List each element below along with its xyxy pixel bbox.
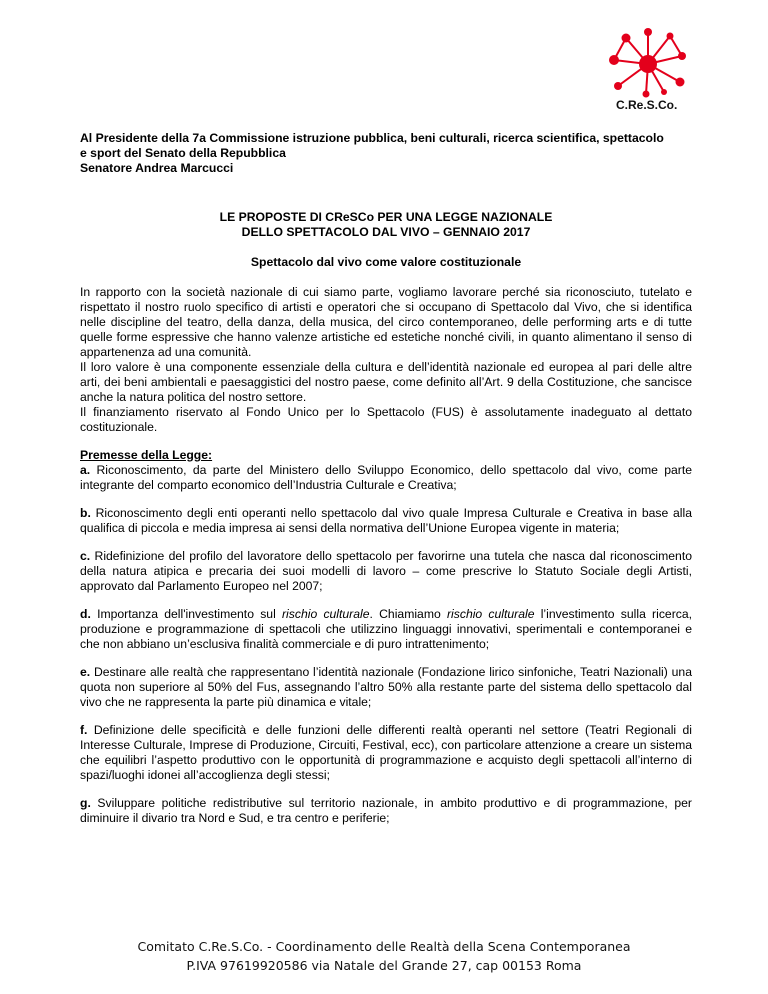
premessa-item xyxy=(80,607,692,652)
item-text: Riconoscimento, da parte del Ministero dello Sviluppo Economico, dello spettacolo dal vivo, come parte integrante del comparto economico dell’Industria Culturale e Creativa; xyxy=(80,463,692,492)
page-footer xyxy=(0,937,768,975)
item-text: Destinare alle realtà che rappresentano l’identità nazionale (Fondazione lirico sinfoniche, Teatri Nazionali) una quota non superiore al 50% del Fus, assegnando l’altro 50% alla restante parte del sistema dello spettacolo dal vivo che ne rappresenta la parte più dinamica e vitale; xyxy=(80,665,692,709)
premessa-item xyxy=(80,549,692,594)
item-text: Importanza dell'investimento sul xyxy=(90,607,282,621)
premessa-item xyxy=(80,506,692,536)
item-letter: c. xyxy=(80,549,91,563)
item-text: l’investimento sulla ricerca, produzione e programmazione di spettacoli che utilizzino linguaggi innovativi, sperimentali e contemporanei e che non abbiano un’esclusiva finalità commerciale e di puro intrattenimento; xyxy=(80,607,693,651)
title-line: DELLO SPETTACOLO DAL VIVO – GENNAIO 2017 xyxy=(241,225,531,239)
item-letter: e. xyxy=(80,665,91,679)
premesse-heading: Premesse della Legge: xyxy=(80,448,213,462)
intro-paragraph: Il finanziamento riservato al Fondo Unico per lo Spettacolo (FUS) è assolutamente inadeguato al dettato costituzionale. xyxy=(80,405,692,434)
footer-line: Comitato C.Re.S.Co. - Coordinamento delle Realtà della Scena Contemporanea xyxy=(137,939,631,954)
item-text: Definizione delle specificità e delle funzioni delle differenti realtà operanti nel settore (Teatri Regionali di Interesse Culturale, Imprese di Produzione, Circuiti, Festival, ecc), con particolare attenzione a creare un sistema che equilibri l’aspetto produttivo con le opportunità di programmazione e acquisto degli spettacoli all’interno di spazi/luoghi idonei all’accoglienza degli stessi; xyxy=(80,723,692,782)
document-title xyxy=(80,210,692,240)
intro-paragraph: Il loro valore è una componente essenziale della cultura e dell’identità nazionale ed europea al pari delle altre arti, dei beni ambientali e paesaggistici del nostro paese, come definito all’Art. 9 della Costituzione, che sancisce anche la natura politica del nostro settore. xyxy=(80,360,692,404)
intro-section xyxy=(80,285,692,435)
item-text: Riconoscimento degli enti operanti nello spettacolo dal vivo quale Impresa Culturale e Creativa in base alla qualifica di piccola e media impresa ai sensi della normativa dell’Unione Europea vigente in materia; xyxy=(80,506,692,535)
premessa-item xyxy=(80,723,692,783)
item-letter: g. xyxy=(80,796,91,810)
premessa-item xyxy=(80,463,692,493)
address-line: e sport del Senato della Repubblica xyxy=(80,146,286,160)
intro-paragraph: In rapporto con la società nazionale di cui siamo parte, vogliamo lavorare perché sia riconosciuto, tutelato e rispettato il nostro ruolo specifico di artisti e operatori che si occupano di Spettacolo dal Vivo, che si identifica nelle discipline del teatro, della danza, della musica, del circo contemporaneo, delle performing arts e di tutte quelle forme espressive che hanno valenze artistiche ed estetiche nonché civili, in quanto alimentano il senso di appartenenza ad una comunità. xyxy=(80,285,692,359)
item-letter: d. xyxy=(80,607,91,621)
address-line: Senatore Andrea Marcucci xyxy=(80,161,234,175)
item-letter: a. xyxy=(80,463,91,477)
item-text: Ridefinizione del profilo del lavoratore dello spettacolo per favorirne una tutela che nasca dal riconoscimento della natura atipica e precaria dei suoi modelli di lavoro – come prescrive lo Statuto Sociale degli Artisti, approvato dal Parlamento Europeo nel 2007; xyxy=(80,549,692,593)
document-body xyxy=(80,131,692,839)
address-line: Al Presidente della 7a Commissione istruzione pubblica, beni culturali, ricerca scientifica, spettacolo xyxy=(80,131,664,145)
item-letter: b. xyxy=(80,506,91,520)
item-letter: f. xyxy=(80,723,88,737)
item-text: . Chiamiamo xyxy=(369,607,447,621)
title-line: LE PROPOSTE DI CReSCo PER UNA LEGGE NAZIONALE xyxy=(219,210,553,224)
item-text: Sviluppare politiche redistributive sul territorio nazionale, in ambito produttivo e di programmazione, per diminuire il divario tra Nord e Sud, e tra centro e periferie; xyxy=(80,796,692,825)
emphasis-text: rischio culturale xyxy=(446,607,535,621)
section-subtitle: Spettacolo dal vivo come valore costituzionale xyxy=(250,255,522,269)
premessa-item xyxy=(80,796,692,826)
premessa-item xyxy=(80,665,692,710)
emphasis-text: rischio culturale xyxy=(282,607,370,621)
recipient-address xyxy=(80,131,692,176)
footer-line: P.IVA 97619920586 via Natale del Grande 27, cap 00153 Roma xyxy=(186,958,582,973)
logo-text: C.Re.S.Co. xyxy=(616,98,678,112)
